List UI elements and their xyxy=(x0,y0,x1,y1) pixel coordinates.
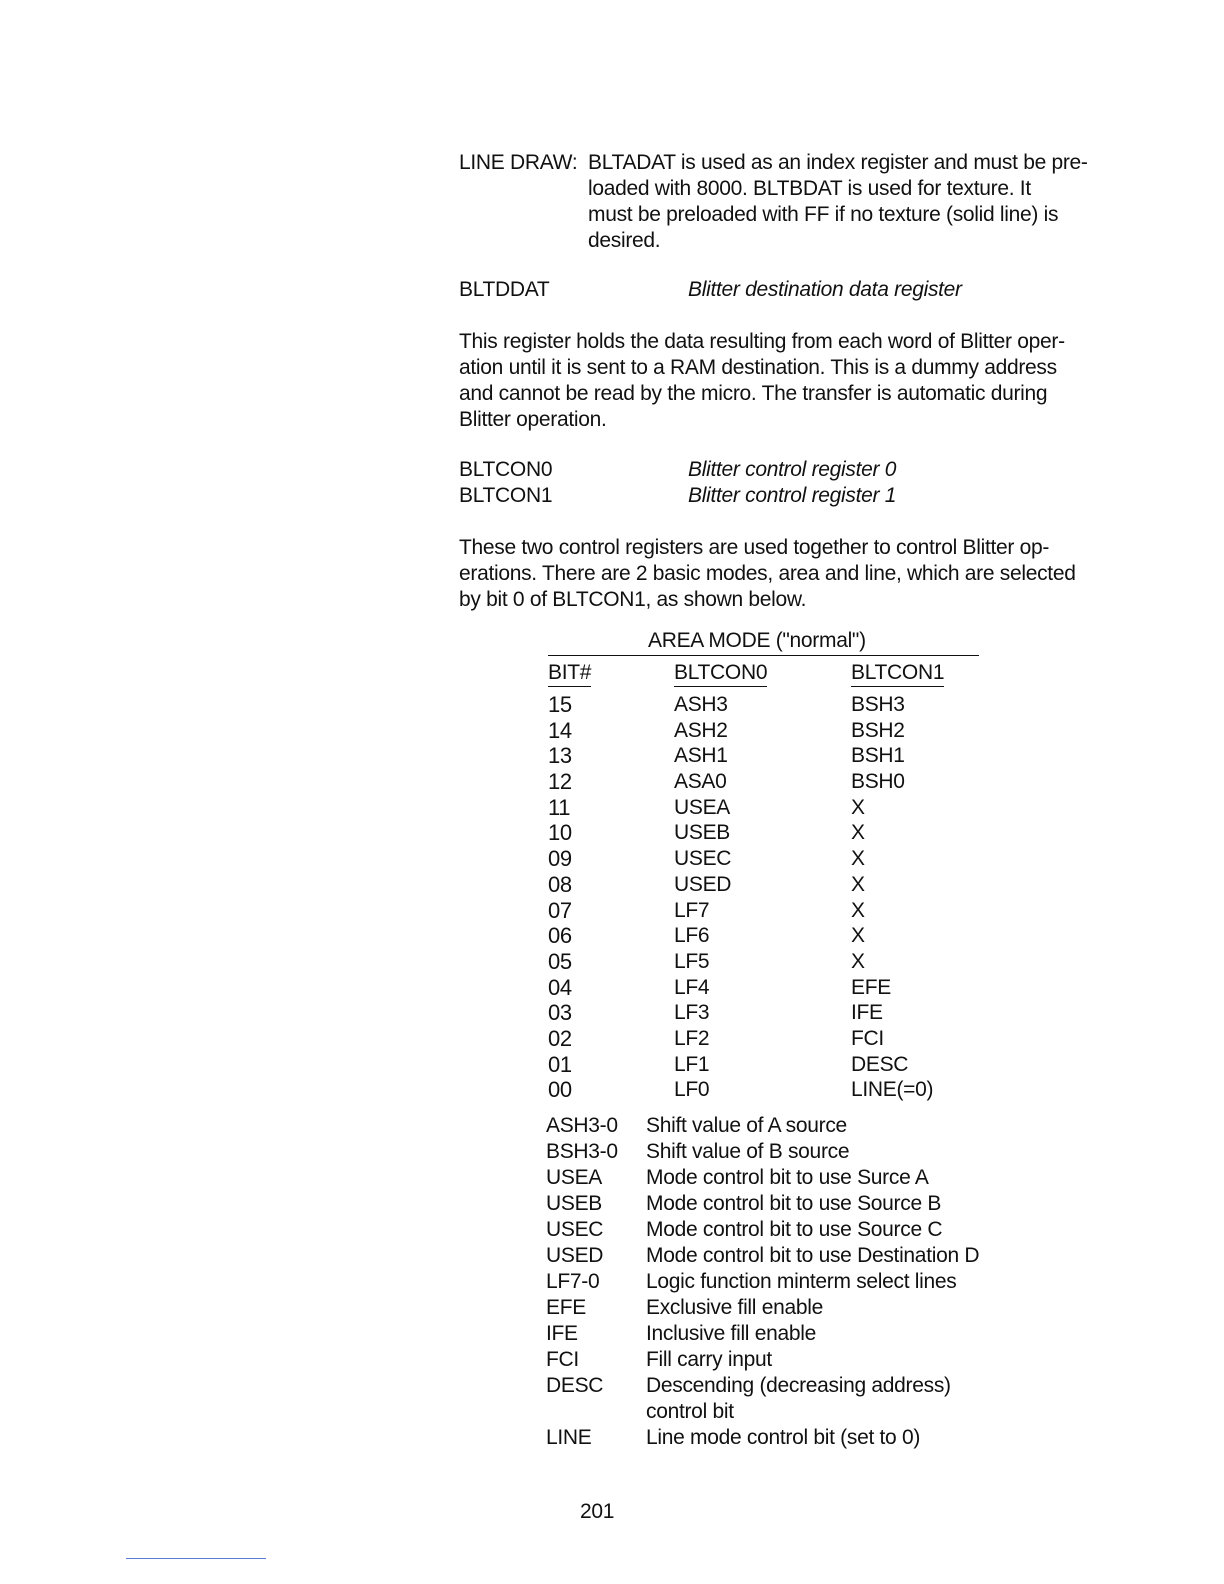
table-row xyxy=(548,898,980,924)
bit-number-cell: 02 xyxy=(548,1025,572,1051)
definition-description: Mode control bit to use Surce A xyxy=(646,1166,929,1189)
bltcon1-cell: X xyxy=(851,898,865,922)
table-row xyxy=(548,1077,980,1103)
definition-description: Logic function minterm select lines xyxy=(646,1270,957,1293)
definition-item xyxy=(546,1295,986,1321)
register-name: BLTCON0 xyxy=(459,458,553,481)
definition-item xyxy=(546,1321,986,1347)
definition-description: Mode control bit to use Destination D xyxy=(646,1244,980,1267)
definition-description: Fill carry input xyxy=(646,1348,772,1371)
table-row xyxy=(548,820,980,846)
table-row xyxy=(548,1052,980,1078)
bit-number-cell: 12 xyxy=(548,769,572,795)
bit-number-cell: 07 xyxy=(548,897,572,923)
paragraph-line: ation until it is sent to a RAM destination. This is a dummy address xyxy=(459,356,1057,379)
definition-description: control bit xyxy=(646,1400,734,1423)
bltcon1-cell: BSH2 xyxy=(851,718,905,742)
definition-term: IFE xyxy=(546,1322,578,1345)
definition-description: Exclusive fill enable xyxy=(646,1296,823,1319)
table-row xyxy=(548,1026,980,1052)
table-row xyxy=(548,692,980,718)
bltcon0-cell: LF3 xyxy=(674,1001,710,1025)
bltcon1-cell: BSH1 xyxy=(851,744,905,768)
definition-item xyxy=(546,1425,986,1451)
definition-term: EFE xyxy=(546,1296,586,1319)
bltcon0-cell: LF7 xyxy=(674,898,710,922)
bltcon0-cell: USEC xyxy=(674,847,732,871)
bit-number-cell: 04 xyxy=(548,974,572,1000)
table-row xyxy=(548,718,980,744)
bit-number-cell: 06 xyxy=(548,923,572,949)
bit-number-cell: 14 xyxy=(548,717,572,743)
bltcon0-cell: USEA xyxy=(674,795,730,819)
bit-number-cell: 10 xyxy=(548,820,572,846)
definition-description: Inclusive fill enable xyxy=(646,1322,816,1345)
bltcon1-cell: X xyxy=(851,821,865,845)
definition-item xyxy=(546,1373,986,1425)
definition-term: DESC xyxy=(546,1374,604,1397)
register-description: Blitter destination data register xyxy=(688,278,962,301)
bltcon-paragraph xyxy=(459,535,1099,613)
bit-number-cell: 00 xyxy=(548,1077,572,1103)
bit-number-cell: 15 xyxy=(548,692,572,717)
line-draw-body xyxy=(588,150,1098,254)
table-row xyxy=(548,1000,980,1026)
table-title-rule xyxy=(548,655,979,656)
table-row xyxy=(548,872,980,898)
register-description: Blitter control register 0 xyxy=(688,458,897,481)
definition-description: Descending (decreasing address) xyxy=(646,1374,951,1397)
table-row xyxy=(548,975,980,1001)
bltcon1-cell: LINE(=0) xyxy=(851,1078,934,1102)
column-header-bltcon0: BLTCON0 xyxy=(674,660,767,687)
definition-item xyxy=(546,1165,986,1191)
definition-term: USEA xyxy=(546,1166,602,1189)
bltcon1-cell: X xyxy=(851,872,865,896)
definition-item xyxy=(546,1191,986,1217)
bltcon0-cell: ASH3 xyxy=(674,693,728,716)
bltcon0-cell: ASA0 xyxy=(674,770,727,794)
bit-number-cell: 09 xyxy=(548,846,572,872)
bltcon0-cell: LF1 xyxy=(674,1052,710,1076)
bltcon1-cell: X xyxy=(851,924,865,948)
paragraph-line: by bit 0 of BLTCON1, as shown below. xyxy=(459,588,807,611)
column-header-bltcon1: BLTCON1 xyxy=(851,660,944,687)
definition-term: FCI xyxy=(546,1348,579,1371)
definition-term: LF7-0 xyxy=(546,1270,600,1293)
bltcon1-cell: X xyxy=(851,795,865,819)
bit-number-cell: 08 xyxy=(548,871,572,897)
definition-description: Shift value of B source xyxy=(646,1140,850,1163)
bltcon1-cell: BSH0 xyxy=(851,770,905,794)
definition-term: LINE xyxy=(546,1426,592,1449)
register-name: BLTDDAT xyxy=(459,278,550,301)
bltcon0-cell: LF2 xyxy=(674,1026,710,1050)
definition-description: Mode control bit to use Source B xyxy=(646,1192,942,1215)
footer-rule xyxy=(126,1558,266,1559)
bltcon0-cell: LF6 xyxy=(674,924,710,948)
definition-item xyxy=(546,1217,986,1243)
paragraph-line: This register holds the data resulting from each word of Blitter oper- xyxy=(459,330,1065,353)
register-name: BLTCON1 xyxy=(459,484,553,507)
definition-description: Mode control bit to use Source C xyxy=(646,1218,943,1241)
bit-number-cell: 03 xyxy=(548,1000,572,1026)
bltcon1-cell: BSH3 xyxy=(851,693,905,716)
page-number: 201 xyxy=(580,1500,615,1523)
paragraph-line: and cannot be read by the micro. The transfer is automatic during xyxy=(459,382,1048,405)
definition-term: USEB xyxy=(546,1192,602,1215)
table-row xyxy=(548,769,980,795)
bltcon1-cell: FCI xyxy=(851,1026,884,1050)
line-draw-line: desired. xyxy=(588,229,661,252)
column-header-bit: BIT# xyxy=(548,660,591,687)
bltcon1-cell: EFE xyxy=(851,975,891,999)
definition-description: Line mode control bit (set to 0) xyxy=(646,1426,921,1449)
bltddat-paragraph xyxy=(459,329,1099,433)
bltcon0-cell: LF4 xyxy=(674,975,710,999)
line-draw-line: BLTADAT is used as an index register and must be pre- xyxy=(588,151,1088,174)
line-draw-label: LINE DRAW: xyxy=(459,151,578,174)
table-body xyxy=(548,692,980,1103)
table-row xyxy=(548,846,980,872)
definitions-list xyxy=(546,1113,986,1451)
bltcon0-cell: ASH1 xyxy=(674,744,728,768)
definition-item xyxy=(546,1347,986,1373)
table-row xyxy=(548,923,980,949)
definition-item xyxy=(546,1113,986,1139)
paragraph-line: erations. There are 2 basic modes, area and line, which are selected xyxy=(459,562,1076,585)
table-row xyxy=(548,949,980,975)
bit-number-cell: 13 xyxy=(548,743,572,769)
bltcon0-cell: ASH2 xyxy=(674,718,728,742)
table-row xyxy=(548,795,980,821)
table-title: AREA MODE ("normal") xyxy=(648,629,866,652)
bltcon1-cell: DESC xyxy=(851,1052,909,1076)
definition-term: BSH3-0 xyxy=(546,1140,618,1163)
bltcon0-cell: USEB xyxy=(674,821,730,845)
paragraph-line: Blitter operation. xyxy=(459,408,607,431)
definition-term: ASH3-0 xyxy=(546,1114,618,1137)
bit-number-cell: 01 xyxy=(548,1051,572,1077)
bit-number-cell: 11 xyxy=(548,794,571,820)
bltcon1-cell: X xyxy=(851,949,865,973)
definition-item xyxy=(546,1243,986,1269)
paragraph-line: These two control registers are used together to control Blitter op- xyxy=(459,536,1050,559)
definition-item xyxy=(546,1269,986,1295)
definition-item xyxy=(546,1139,986,1165)
line-draw-line: loaded with 8000. BLTBDAT is used for texture. It xyxy=(588,177,1031,200)
table-row xyxy=(548,743,980,769)
bltcon0-cell: USED xyxy=(674,872,732,896)
bltcon1-cell: IFE xyxy=(851,1001,883,1025)
bltcon0-cell: LF0 xyxy=(674,1078,710,1102)
bltcon0-cell: LF5 xyxy=(674,949,710,973)
definition-term: USED xyxy=(546,1244,604,1267)
bit-number-cell: 05 xyxy=(548,948,572,974)
definition-term: USEC xyxy=(546,1218,604,1241)
definition-description: Shift value of A source xyxy=(646,1114,847,1137)
line-draw-line: must be preloaded with FF if no texture (solid line) is xyxy=(588,203,1059,226)
bltcon1-cell: X xyxy=(851,847,865,871)
register-description: Blitter control register 1 xyxy=(688,484,897,507)
